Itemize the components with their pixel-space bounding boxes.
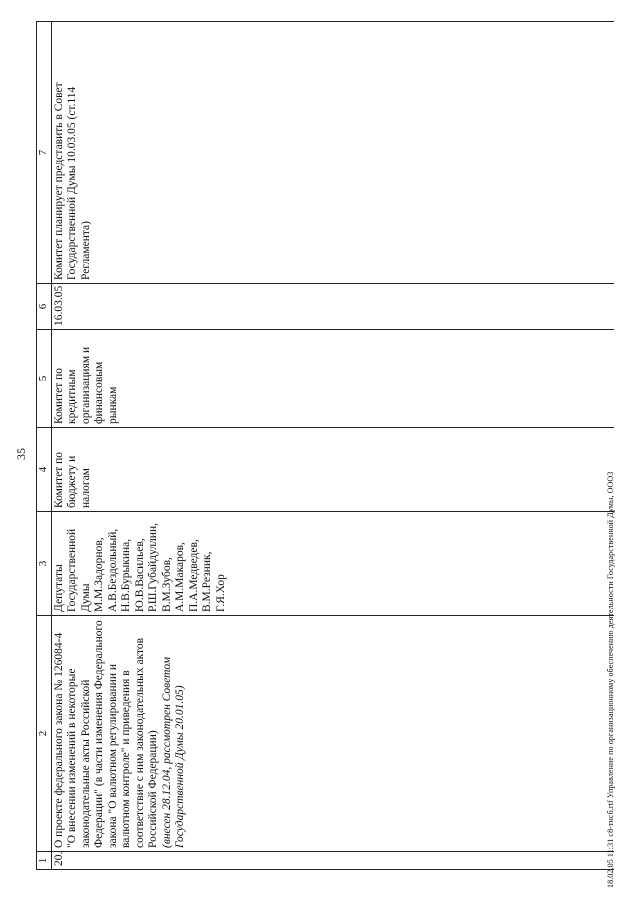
bill-title-cell	[51, 616, 614, 852]
bill-note: (внесен 28.12.04, рассмотрен Советом Государственной Думы 20.01.05)	[160, 656, 186, 848]
column-header: 3	[37, 512, 52, 616]
table-header-row	[37, 22, 52, 870]
table-row	[51, 22, 614, 870]
column-header: 5	[37, 330, 52, 428]
responsible-committee-cell: Комитет по бюджету и налогам	[51, 428, 614, 512]
bill-title-body: "О внесении изменений в некоторые законодательные акты Российской Федерации" (в части изменения Федерального закона "О валютном регулировании и валютном контроле" и приведения в соответствие с ним законодательных актов Российской Федерации)	[66, 620, 159, 848]
footer-note: 18.02.05 11:31 с8-тнсб.rtf Управление по организационному обеспечению деятельности Государственной Думы, ООО3	[606, 471, 615, 888]
bill-title-line: О проекте федерального закона № 126084-4	[52, 632, 65, 848]
coexecutor-committee-cell: Комитет по кредитным организациям и финансовым рынкам	[51, 330, 614, 428]
date-cell: 16.03.05	[51, 284, 614, 330]
column-header: 1	[37, 852, 52, 870]
column-header: 4	[37, 428, 52, 512]
column-header: 6	[37, 284, 52, 330]
page-number: 35	[14, 448, 28, 460]
row-number: 20.	[51, 852, 614, 870]
initiators-cell: Депутаты Государственной Думы М.М.Задорнов, А.В.Бездольный, Н.В.Бурыкина, Ю.В.Васильев, Р.Ш.Губайдуллин, В.М.Зубов, А.М.Макаров, П.А.Медведев, В.М.Резник, Г.Я.Хор	[51, 512, 614, 616]
bills-table	[36, 21, 614, 870]
column-header: 2	[37, 616, 52, 852]
status-cell: Комитет планирует представить в Совет Государственной Думы 10.03.05 (ст.114 Регламента)	[51, 22, 614, 284]
column-header: 7	[37, 22, 52, 284]
